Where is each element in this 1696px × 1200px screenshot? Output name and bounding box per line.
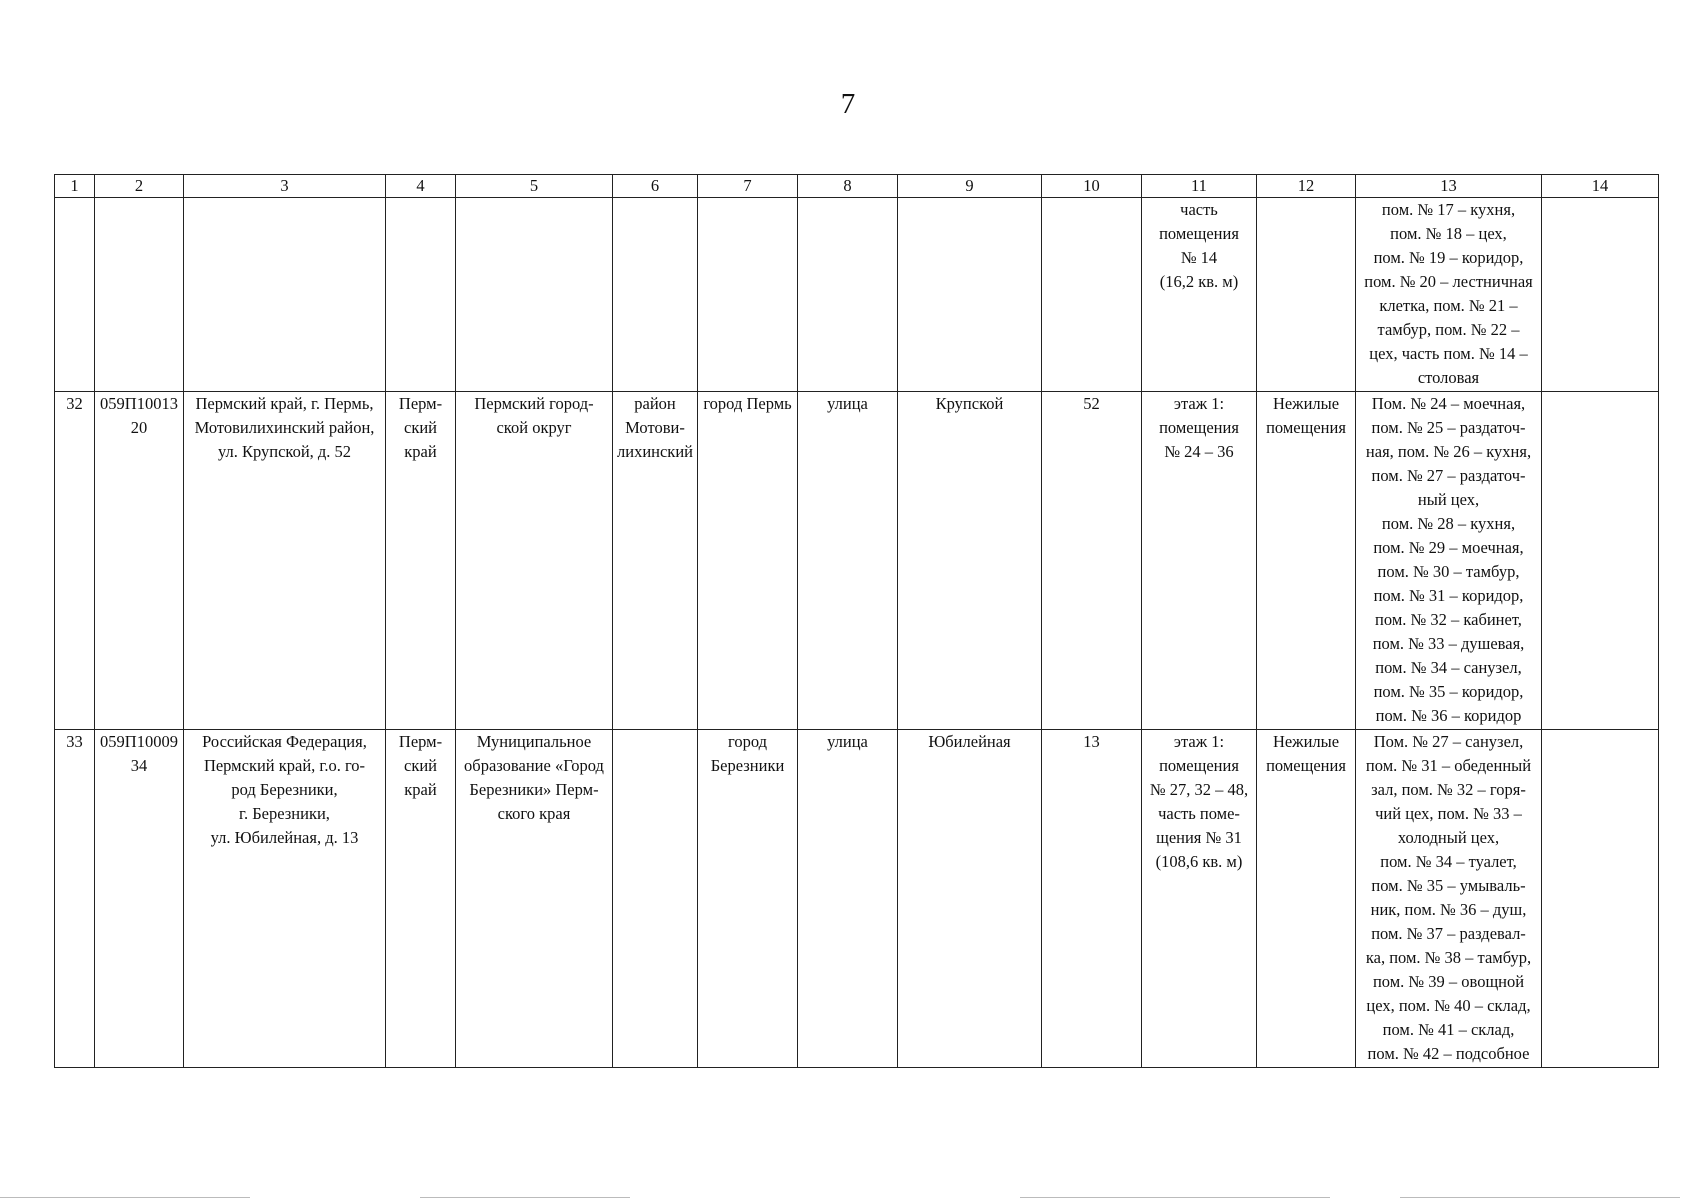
column-number-cell: 2	[95, 175, 184, 198]
cell-text-line: Мотови-	[625, 418, 685, 437]
cell-text-line: Пермский город-	[474, 394, 594, 413]
cell-text-line: Юбилейная	[928, 732, 1011, 751]
table-cell	[898, 392, 1042, 730]
cell-text-line: помещения	[1266, 418, 1346, 437]
column-number-cell: 14	[1542, 175, 1659, 198]
cell-text-line: Нежилые	[1272, 394, 1340, 413]
table-cell	[898, 198, 1042, 392]
cell-text-line: Российская Федерация,	[202, 732, 367, 751]
cell-text-line: Нежилые	[1272, 732, 1340, 751]
cell-text-line: № 24 – 36	[1164, 442, 1234, 461]
table-cell	[698, 730, 798, 1068]
table-cell	[1257, 730, 1356, 1068]
column-number-cell: 13	[1356, 175, 1542, 198]
table-cell	[456, 198, 613, 392]
table-cell	[1542, 730, 1659, 1068]
cell-text-line: ная, пом. № 26 – кухня,	[1365, 442, 1532, 461]
cell-text-line: (108,6 кв. м)	[1155, 852, 1243, 871]
cell-text-line: Березники	[710, 756, 785, 775]
column-number-cell: 5	[456, 175, 613, 198]
table-cell	[1356, 730, 1542, 1068]
table-cell	[798, 730, 898, 1068]
cell-text-line: тамбур, пом. № 22 –	[1377, 320, 1520, 339]
table-cell	[1042, 392, 1142, 730]
cell-text-line: пом. № 18 – цех,	[1390, 224, 1507, 243]
cell-text-line: город	[727, 732, 768, 751]
table-cell	[1356, 198, 1542, 392]
column-number-cell: 1	[55, 175, 95, 198]
cell-text-line: г. Березники,	[239, 804, 330, 823]
table-cell	[386, 198, 456, 392]
table-cell	[456, 730, 613, 1068]
cell-text-line: чий цех, пом. № 33 –	[1375, 804, 1522, 823]
cell-text-line: пом. № 34 – туалет,	[1380, 852, 1517, 871]
cell-text-line: 059П10009	[100, 732, 178, 751]
table-cell	[184, 198, 386, 392]
cell-text-line: ник, пом. № 36 – душ,	[1370, 900, 1527, 919]
table-cell	[1356, 392, 1542, 730]
table-cell	[1257, 392, 1356, 730]
scan-edge-line	[1020, 1197, 1330, 1198]
table-cell	[95, 198, 184, 392]
column-number-cell: 11	[1142, 175, 1257, 198]
cell-text-line: 33	[66, 732, 83, 751]
cell-text-line: зал, пом. № 32 – горя-	[1371, 780, 1526, 799]
table-cell	[456, 392, 613, 730]
table-cell	[1142, 392, 1257, 730]
cell-text-line: ул. Юбилейная, д. 13	[210, 828, 359, 847]
cell-text-line: 059П10013	[100, 394, 178, 413]
cell-text-line: 20	[130, 418, 148, 437]
cell-text-line: Березники» Перм-	[469, 780, 599, 799]
cell-text-line: край	[404, 780, 437, 799]
cell-text-line: пом. № 42 – подсобное	[1367, 1044, 1530, 1063]
cell-text-line: пом. № 32 – кабинет,	[1375, 610, 1522, 629]
cell-text-line: ской округ	[496, 418, 572, 437]
table-cell	[798, 392, 898, 730]
cell-text-line: Пермский край, г.о. го-	[203, 756, 366, 775]
column-number-cell: 12	[1257, 175, 1356, 198]
cell-text-line: район	[634, 394, 676, 413]
cell-text-line: ского края	[497, 804, 571, 823]
table-cell	[613, 198, 698, 392]
cell-text-line: № 27, 32 – 48,	[1149, 780, 1249, 799]
column-number-cell: 9	[898, 175, 1042, 198]
cell-text-line: 13	[1083, 732, 1100, 751]
table-cell	[613, 392, 698, 730]
table-cell	[898, 730, 1042, 1068]
cell-text-line: цех, пом. № 40 – склад,	[1366, 996, 1531, 1015]
scan-edge-line	[0, 1197, 250, 1198]
cell-text-line: 52	[1083, 394, 1100, 413]
cell-text-line: Пом. № 27 – санузел,	[1373, 732, 1524, 751]
column-number-row	[55, 175, 1659, 198]
cell-text-line: пом. № 20 – лестничная	[1364, 272, 1533, 291]
cell-text-line: пом. № 27 – раздаточ-	[1371, 466, 1526, 485]
cell-text-line: помещения	[1159, 418, 1239, 437]
table-row	[55, 730, 1659, 1068]
cell-text-line: столовая	[1417, 368, 1480, 387]
cell-text-line: Мотовилихинский район,	[194, 418, 375, 437]
cell-text-line: ный цех,	[1417, 490, 1480, 509]
cell-text-line: 32	[66, 394, 83, 413]
cell-text-line: край	[404, 442, 437, 461]
column-number-cell: 4	[386, 175, 456, 198]
cell-text-line: пом. № 36 – коридор	[1375, 706, 1522, 725]
cell-text-line: 34	[130, 756, 148, 775]
cell-text-line: (16,2 кв. м)	[1159, 272, 1239, 291]
cell-text-line: улица	[827, 394, 868, 413]
cell-text-line: Крупской	[935, 394, 1004, 413]
table-cell	[55, 198, 95, 392]
table-cell	[95, 730, 184, 1068]
cell-text-line: пом. № 33 – душевая,	[1372, 634, 1525, 653]
cell-text-line: часть	[1180, 200, 1218, 219]
table-cell	[798, 198, 898, 392]
table-cell	[1042, 198, 1142, 392]
cell-text-line: № 14	[1180, 248, 1218, 267]
cell-text-line: пом. № 28 – кухня,	[1381, 514, 1516, 533]
cell-text-line: образование «Город	[464, 756, 604, 775]
cell-text-line: пом. № 37 – раздевал-	[1371, 924, 1526, 943]
cell-text-line: пом. № 19 – коридор,	[1373, 248, 1524, 267]
cell-text-line: пом. № 35 – умываль-	[1371, 876, 1526, 895]
cell-text-line: помещения	[1159, 756, 1239, 775]
cell-text-line: ский	[404, 756, 437, 775]
cell-text-line: пом. № 30 – тамбур,	[1377, 562, 1520, 581]
cell-text-line: Пермский край, г. Пермь,	[195, 394, 374, 413]
table-cell	[55, 730, 95, 1068]
cell-text-line: щения № 31	[1156, 828, 1242, 847]
cell-text-line: пом. № 25 – раздаточ-	[1371, 418, 1526, 437]
column-number-cell: 8	[798, 175, 898, 198]
table-cell	[184, 392, 386, 730]
table-cell	[1542, 392, 1659, 730]
cell-text-line: ка, пом. № 38 – тамбур,	[1365, 948, 1532, 967]
cell-text-line: холодный цех,	[1397, 828, 1500, 847]
table-cell	[95, 392, 184, 730]
cell-text-line: пом. № 34 – санузел,	[1375, 658, 1522, 677]
cell-text-line: помещения	[1266, 756, 1346, 775]
cell-text-line: улица	[827, 732, 868, 751]
cell-text-line: пом. № 31 – обеденный	[1365, 756, 1532, 775]
cell-text-line: город Пермь	[703, 394, 792, 413]
cell-text-line: пом. № 29 – моечная,	[1373, 538, 1524, 557]
cell-text-line: пом. № 39 – овощной	[1372, 972, 1525, 991]
column-number-cell: 3	[184, 175, 386, 198]
cell-text-line: клетка, пом. № 21 –	[1379, 296, 1518, 315]
cell-text-line: этаж 1:	[1173, 732, 1225, 751]
table-cell	[386, 392, 456, 730]
table-cell	[184, 730, 386, 1068]
cell-text-line: род Березники,	[231, 780, 338, 799]
cell-text-line: ул. Крупской, д. 52	[217, 442, 352, 461]
registry-table	[54, 174, 1659, 1068]
table-cell	[55, 392, 95, 730]
table-cell	[1142, 730, 1257, 1068]
cell-text-line: Муниципальное	[476, 732, 592, 751]
table-cell	[698, 198, 798, 392]
column-number-cell: 6	[613, 175, 698, 198]
scan-edge-line	[420, 1197, 630, 1198]
cell-text-line: Перм-	[398, 394, 443, 413]
page-number: 7	[840, 88, 856, 120]
table-cell	[386, 730, 456, 1068]
cell-text-line: пом. № 31 – коридор,	[1373, 586, 1524, 605]
cell-text-line: Пом. № 24 – моечная,	[1371, 394, 1526, 413]
column-number-cell: 7	[698, 175, 798, 198]
cell-text-line: ский	[404, 418, 437, 437]
cell-text-line: пом. № 17 – кухня,	[1381, 200, 1516, 219]
cell-text-line: цех, часть пом. № 14 –	[1369, 344, 1528, 363]
cell-text-line: пом. № 41 – склад,	[1382, 1020, 1515, 1039]
column-number-cell: 10	[1042, 175, 1142, 198]
table-row	[55, 392, 1659, 730]
table-cell	[1042, 730, 1142, 1068]
table-cell	[1142, 198, 1257, 392]
cell-text-line: этаж 1:	[1173, 394, 1225, 413]
cell-text-line: часть поме-	[1158, 804, 1240, 823]
table-row	[55, 198, 1659, 392]
table-cell	[698, 392, 798, 730]
cell-text-line: помещения	[1159, 224, 1239, 243]
cell-text-line: пом. № 35 – коридор,	[1373, 682, 1524, 701]
table-cell	[1257, 198, 1356, 392]
table-cell	[613, 730, 698, 1068]
scan-edge-line	[1400, 1197, 1680, 1198]
cell-text-line: лихинский	[617, 442, 693, 461]
table-cell	[1542, 198, 1659, 392]
cell-text-line: Перм-	[398, 732, 443, 751]
